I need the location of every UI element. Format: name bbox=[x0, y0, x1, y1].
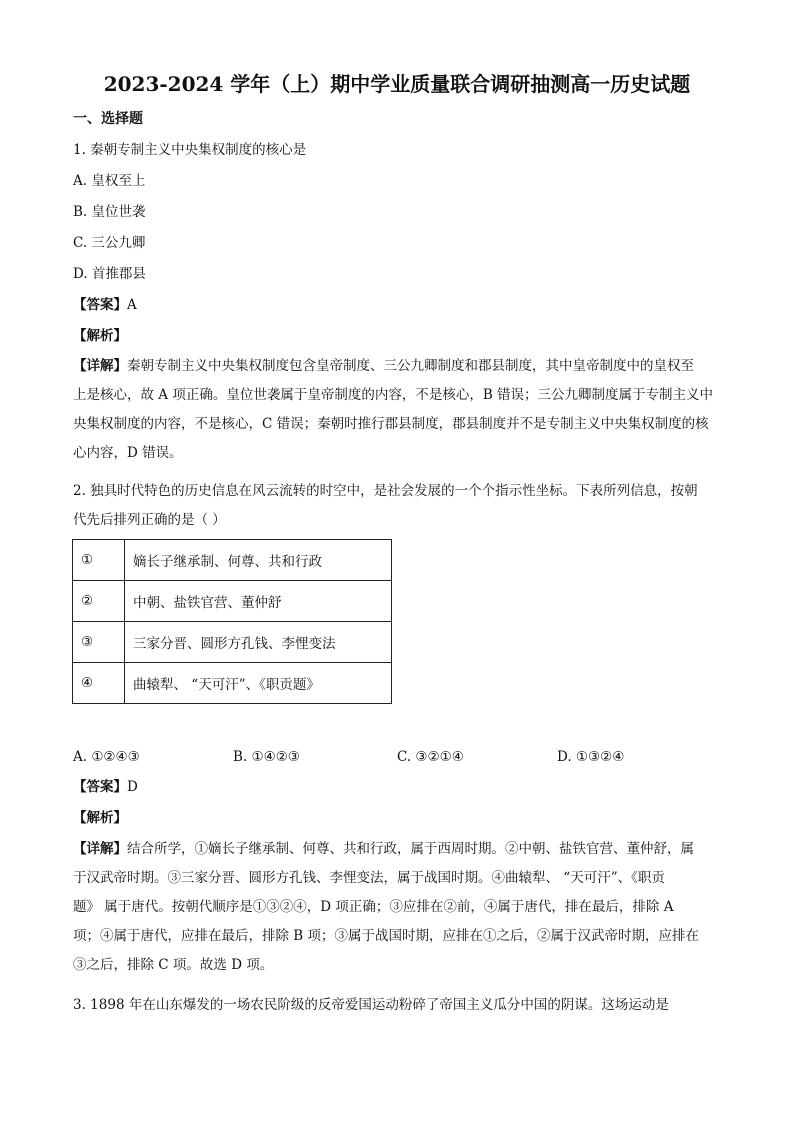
question-2-option-d: D. ①③②④ bbox=[557, 749, 625, 765]
table-cell-text: 嫡长子继承制、何尊、共和行政 bbox=[125, 540, 392, 581]
table-cell-text: 曲辕犁、 “天可汗”、《职贡题》 bbox=[125, 663, 392, 704]
table-cell-num: ④ bbox=[73, 663, 125, 704]
table-row bbox=[73, 581, 392, 622]
question-1-answer bbox=[73, 295, 137, 315]
question-1-option-a: A. 皇权至上 bbox=[73, 173, 146, 189]
table-cell-num: ① bbox=[73, 540, 125, 581]
table-cell-num: ③ bbox=[73, 622, 125, 663]
detail-line: 央集权制度的内容，不是核心，C 错误；秦朝时推行郡县制度，郡县制度并不是专制主义中央集权制度的核 bbox=[73, 416, 709, 432]
detail-tag: 【详解】 bbox=[73, 841, 127, 857]
question-1-detail bbox=[73, 352, 723, 468]
question-1-option-c: C. 三公九卿 bbox=[73, 235, 146, 251]
page-title: 2023-2024 学年（上）期中学业质量联合调研抽测高一历史试题 bbox=[103, 72, 691, 96]
info-table bbox=[72, 539, 392, 704]
table-cell-text: 中朝、盐铁官营、董仲舒 bbox=[125, 581, 392, 622]
section-heading: 一、选择题 bbox=[73, 111, 143, 127]
table-row bbox=[73, 540, 392, 581]
question-2-detail bbox=[73, 835, 723, 980]
question-1-option-d: D. 首推郡县 bbox=[73, 266, 146, 282]
question-2-option-c: C. ③②①④ bbox=[397, 749, 464, 765]
detail-line: 题》 属于唐代。按朝代顺序是①③②④，D 项正确；③应排在②前，④属于唐代，排在最后，排除 A bbox=[73, 899, 674, 915]
table-row bbox=[73, 663, 392, 704]
answer-value: A bbox=[127, 297, 137, 313]
question-2-option-b: B. ①④②③ bbox=[233, 749, 300, 765]
stem-line: 代先后排列正确的是（ ） bbox=[73, 512, 226, 528]
detail-line: 心内容，D 错误。 bbox=[73, 445, 183, 461]
table-cell-text: 三家分晋、圆形方孔钱、李悝变法 bbox=[125, 622, 392, 663]
answer-tag: 【答案】 bbox=[73, 297, 127, 313]
answer-value: D bbox=[127, 779, 138, 795]
detail-line: 上是核心，故 A 项正确。皇位世袭属于皇帝制度的内容，不是核心，B 错误；三公九卿制度属于专制主义中 bbox=[73, 387, 714, 403]
question-3-stem: 3. 1898 年在山东爆发的一场农民阶级的反帝爱国运动粉碎了帝国主义瓜分中国的阴谋。这场运动是 bbox=[73, 997, 669, 1013]
stem-line: 2. 独具时代特色的历史信息在风云流转的时空中，是社会发展的一个个指示性坐标。下表所列信息，按朝 bbox=[73, 483, 698, 499]
question-2-analysis-tag: 【解析】 bbox=[73, 810, 127, 826]
question-1-analysis-tag: 【解析】 bbox=[73, 328, 127, 344]
detail-tag: 【详解】 bbox=[73, 358, 127, 374]
detail-line: ③之后，排除 C 项。故选 D 项。 bbox=[73, 957, 274, 973]
detail-line: 结合所学，①嫡长子继承制、何尊、共和行政，属于西周时期。②中朝、盐铁官营、董仲舒，属 bbox=[127, 841, 694, 857]
table-cell-num: ② bbox=[73, 581, 125, 622]
detail-line: 于汉武帝时期。③三家分晋、圆形方孔钱、李悝变法，属于战国时期。④曲辕犁、 “天可汗”、《职贡 bbox=[73, 870, 665, 886]
answer-tag: 【答案】 bbox=[73, 779, 127, 795]
detail-line: 项；④属于唐代，应排在最后，排除 B 项；③属于战国时期，应排在①之后，②属于汉武帝时期，应排在 bbox=[73, 928, 700, 944]
question-2-answer bbox=[73, 777, 138, 797]
detail-line: 秦朝专制主义中央集权制度包含皇帝制度、三公九卿制度和郡县制度，其中皇帝制度中的皇权至 bbox=[127, 358, 694, 374]
question-2-stem bbox=[73, 477, 723, 535]
table-row bbox=[73, 622, 392, 663]
question-1-stem: 1. 秦朝专制主义中央集权制度的核心是 bbox=[73, 142, 307, 158]
question-2-option-a: A. ①②④③ bbox=[73, 749, 140, 765]
question-1-option-b: B. 皇位世袭 bbox=[73, 204, 146, 220]
